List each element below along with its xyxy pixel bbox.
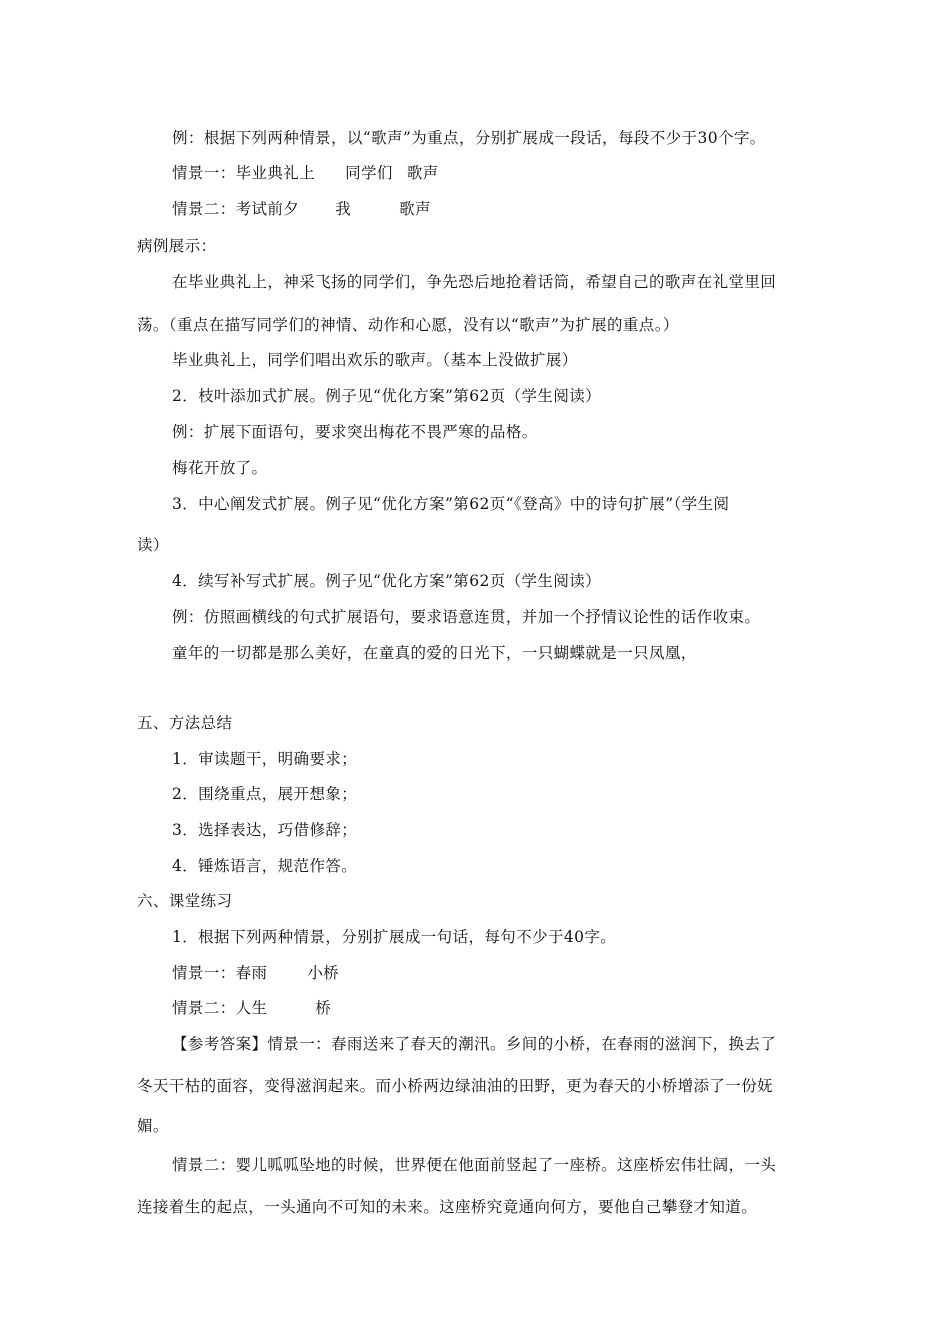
scene-one-label: 情景一：毕业典礼上	[172, 164, 316, 182]
scene-two-label: 情景二：考试前夕	[172, 200, 300, 218]
flawed-example-2: 毕业典礼上，同学们唱出欢乐的歌声。（基本上没做扩展）	[172, 351, 578, 369]
method-4-sentence: 童年的一切都是那么美好，在童真的爱的日光下，一只蝴蝶就是一只凤凰，	[172, 644, 697, 662]
scene-two-line	[172, 199, 431, 219]
scene-one-line	[172, 163, 439, 183]
flawed-example-heading: 病例展示：	[137, 237, 217, 255]
section-six-heading: 六、课堂练习	[137, 892, 233, 910]
flawed-example-paragraph-line-2: 荡。（重点在描写同学们的神情、动作和心愿，没有以“歌声”为扩展的重点。）	[137, 316, 679, 334]
method-2-sentence: 梅花开放了。	[172, 459, 268, 477]
exercise-scene-one-label: 情景一：春雨	[172, 964, 268, 982]
summary-item-4: 4．锤炼语言，规范作答。	[172, 857, 358, 875]
scene-two-song: 歌声	[399, 200, 431, 218]
scene-two-me: 我	[335, 200, 352, 218]
exercise-scene-two-bridge: 桥	[315, 999, 332, 1017]
method-2-heading: 2．枝叶添加式扩展。例子见“优化方案”第62页（学生阅读）	[172, 387, 602, 405]
example-instruction-line: 例：根据下列两种情景，以“歌声”为重点，分别扩展成一段话，每段不少于30个字。	[172, 129, 766, 147]
scene-one-song: 歌声	[406, 164, 439, 182]
reference-answer-line-3: 媚。	[137, 1117, 169, 1135]
exercise-1-instruction: 1．根据下列两种情景，分别扩展成一句话，每句不少于40字。	[172, 928, 617, 946]
reference-answer-scene-two-line-2: 连接着生的起点，一头通向不可知的未来。这座桥究竟通向何方，要他自己攀登才知道。	[137, 1198, 758, 1216]
method-3-heading-line-2: 读）	[137, 536, 169, 554]
summary-item-3: 3．选择表达，巧借修辞；	[172, 821, 358, 839]
reference-answer-line-1: 【参考答案】情景一：春雨送来了春天的潮汛。乡间的小桥，在春雨的滋润下，换去了	[172, 1035, 777, 1053]
method-4-example: 例：仿照画横线的句式扩展语句，要求语意连贯，并加一个抒情议论性的话作收束。	[172, 608, 761, 626]
reference-answer-scene-two-line-1: 情景二：婴儿呱呱坠地的时候，世界便在他面前竖起了一座桥。这座桥宏伟壮阔，一头	[172, 1156, 777, 1174]
exercise-scene-one-bridge: 小桥	[307, 964, 340, 982]
method-2-example: 例：扩展下面语句，要求突出梅花不畏严寒的品格。	[172, 423, 538, 441]
scene-one-classmates: 同学们	[345, 164, 393, 182]
flawed-example-paragraph-line-1: 在毕业典礼上，神采飞扬的同学们，争先恐后地抢着话筒，希望自己的歌声在礼堂里回	[172, 273, 777, 291]
reference-answer-line-2: 冬天干枯的面容，变得滋润起来。而小桥两边绿油油的田野，更为春天的小桥增添了一份妩	[137, 1077, 774, 1095]
exercise-scene-two	[172, 998, 331, 1018]
exercise-scene-two-label: 情景二：人生	[172, 999, 268, 1017]
summary-item-1: 1．审读题干，明确要求；	[172, 750, 358, 768]
exercise-scene-one	[172, 963, 339, 983]
method-4-heading: 4．续写补写式扩展。例子见“优化方案”第62页（学生阅读）	[172, 572, 602, 590]
section-five-heading: 五、方法总结	[137, 714, 233, 732]
method-3-heading-line-1: 3．中心阐发式扩展。例子见“优化方案”第62页“《登高》中的诗句扩展”（学生阅	[172, 495, 730, 513]
summary-item-2: 2．围绕重点，展开想象；	[172, 785, 358, 803]
